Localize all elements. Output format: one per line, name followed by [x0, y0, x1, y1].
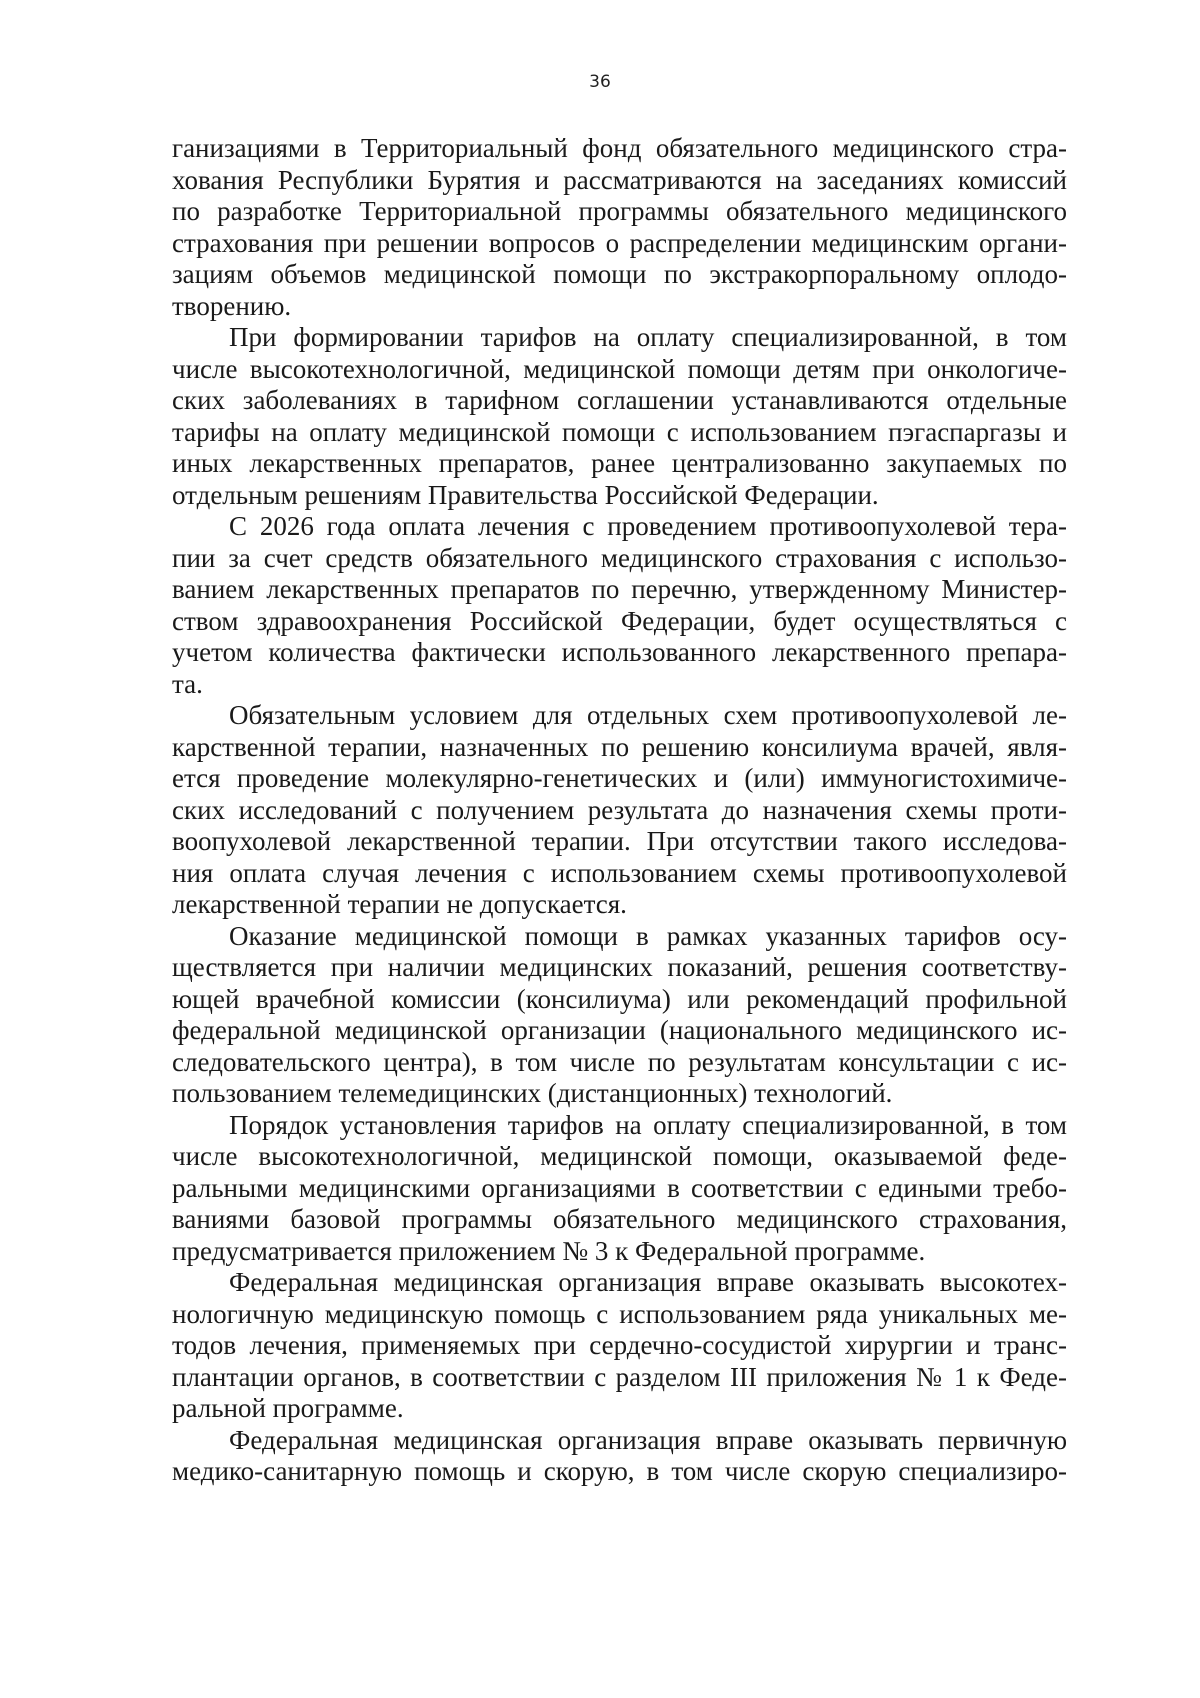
- text-line: ганизациями в Территориальный фонд обязательного медицинского стра-: [172, 133, 1067, 163]
- text-line: числе высокотехнологичной, медицинской помощи, оказываемой феде-: [172, 1141, 1067, 1171]
- text-line: Порядок установления тарифов на оплату специализированной, в том: [229, 1109, 1067, 1140]
- document-body: [172, 133, 1067, 1488]
- text-line: тодов лечения, применяемых при сердечно-сосудистой хирургии и транс-: [172, 1330, 1067, 1360]
- text-line: ществляется при наличии медицинских показаний, решения соответству-: [172, 952, 1067, 982]
- text-line: пользованием телемедицинских (дистанционных) технологий.: [172, 1078, 893, 1108]
- text-line: хования Республики Бурятия и рассматриваются на заседаниях комиссий: [172, 164, 1067, 195]
- text-line: воопухолевой лекарственной терапии. При отсутствии такого исследова-: [172, 826, 1067, 856]
- text-line: ральной программе.: [172, 1393, 404, 1423]
- text-line: ванием лекарственных препаратов по перечню, утвержденному Министер-: [172, 574, 1067, 604]
- text-line: предусматривается приложением № 3 к Федеральной программе.: [172, 1235, 926, 1266]
- text-line: ральными медицинскими организациями в соответствии с едиными требо-: [172, 1172, 1067, 1203]
- text-line: карственной терапии, назначенных по решению консилиума врачей, явля-: [172, 731, 1067, 762]
- text-line: медико-санитарную помощь и скорую, в том числе скорую специализиро-: [172, 1456, 1067, 1486]
- text-line: учетом количества фактически использованного лекарственного препара-: [172, 637, 1067, 667]
- text-line: тарифы на оплату медицинской помощи с использованием пэгаспаргазы и: [172, 416, 1067, 447]
- text-line: пии за счет средств обязательного медицинского страхования с использо-: [172, 542, 1067, 573]
- text-line: ских исследований с получением результата до назначения схемы проти-: [172, 794, 1067, 825]
- page-number: 36: [589, 72, 611, 92]
- text-line: иных лекарственных препаратов, ранее централизованно закупаемых по: [172, 448, 1067, 478]
- text-line: Оказание медицинской помощи в рамках указанных тарифов осу-: [229, 920, 1067, 951]
- text-line: плантации органов, в соответствии с разделом III приложения № 1 к Феде-: [172, 1361, 1067, 1392]
- text-line: отдельным решениям Правительства Российской Федерации.: [172, 479, 879, 510]
- text-line: лекарственной терапии не допускается.: [172, 889, 627, 919]
- text-line: При формировании тарифов на оплату специализированной, в том: [229, 322, 1067, 352]
- text-line: нологичную медицинскую помощь с использованием ряда уникальных ме-: [172, 1298, 1067, 1329]
- text-line: та.: [172, 668, 203, 699]
- text-line: страхования при решении вопросов о распределении медицинским органи-: [172, 227, 1067, 258]
- text-line: творению.: [172, 290, 292, 321]
- text-line: Федеральная медицинская организация вправе оказывать первичную: [229, 1424, 1067, 1455]
- text-line: ния оплата случая лечения с использованием схемы противоопухолевой: [172, 857, 1067, 888]
- text-line: зациям объемов медицинской помощи по экстракорпоральному оплодо-: [172, 259, 1067, 289]
- text-line: по разработке Территориальной программы обязательного медицинского: [172, 196, 1067, 226]
- text-line: ется проведение молекулярно-генетических и (или) иммуногистохимиче-: [172, 763, 1067, 793]
- text-line: следовательского центра), в том числе по результатам консультации с ис-: [172, 1046, 1067, 1077]
- text-line: числе высокотехнологичной, медицинской помощи детям при онкологиче-: [172, 353, 1067, 384]
- text-line: федеральной медицинской организации (национального медицинского ис-: [172, 1015, 1067, 1045]
- text-line: ских заболеваниях в тарифном соглашении устанавливаются отдельные: [172, 385, 1067, 415]
- text-line: ством здравоохранения Российской Федерации, будет осуществляться с: [172, 605, 1067, 636]
- text-line: Обязательным условием для отдельных схем противоопухолевой ле-: [229, 700, 1067, 730]
- text-line: ющей врачебной комиссии (консилиума) или рекомендаций профильной: [172, 983, 1067, 1014]
- text-line: ваниями базовой программы обязательного медицинского страхования,: [172, 1204, 1067, 1234]
- text-line: Федеральная медицинская организация вправе оказывать высокотех-: [229, 1267, 1067, 1297]
- text-line: С 2026 года оплата лечения с проведением противоопухолевой тера-: [229, 511, 1067, 541]
